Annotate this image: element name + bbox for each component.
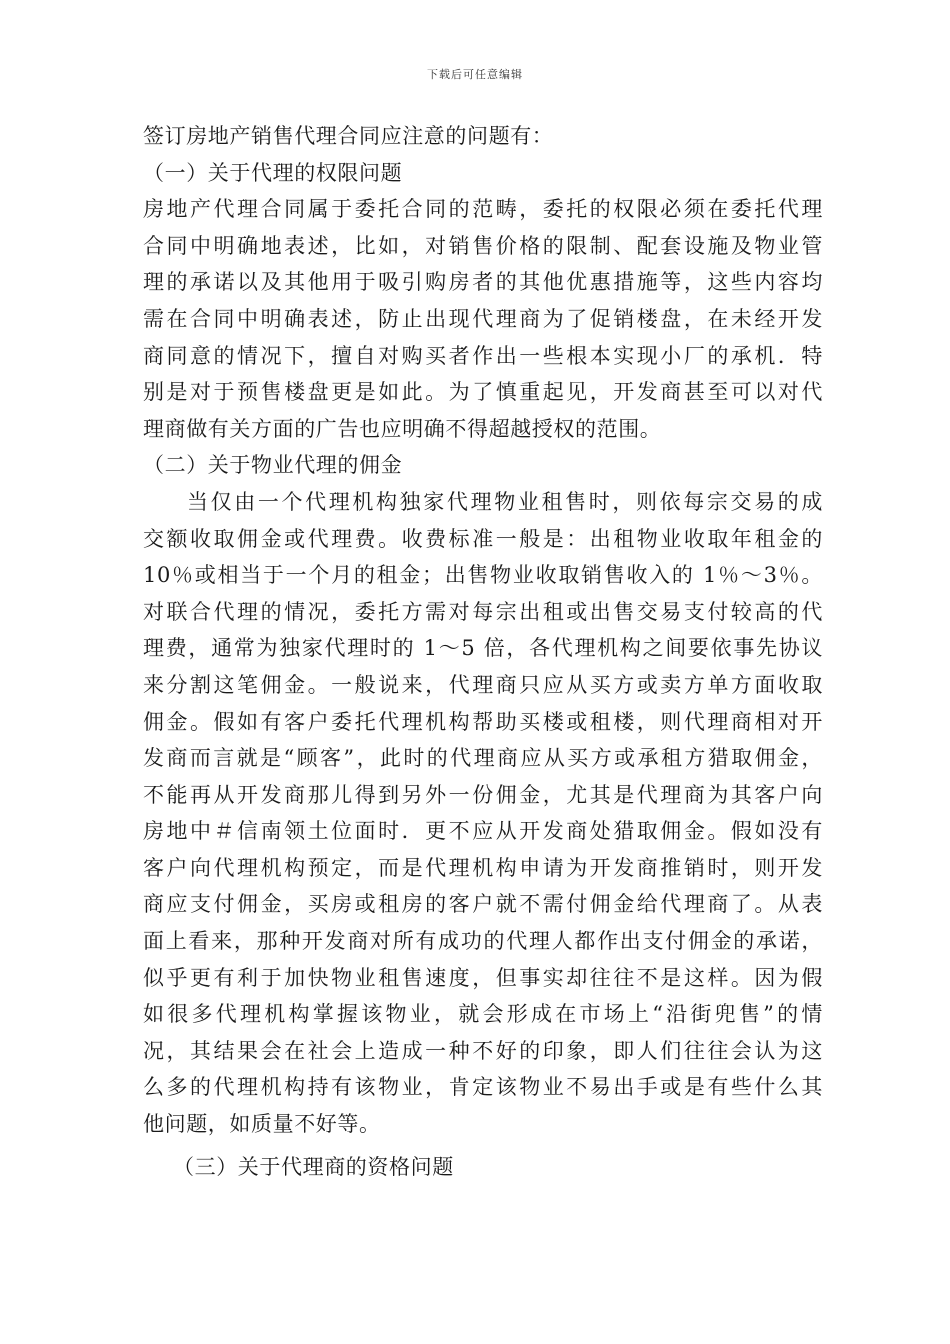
section-1-paragraph	[143, 191, 823, 447]
paragraph-line: 么多的代理机构持有该物业，肯定该物业不易出手或是有些什么其	[143, 1075, 823, 1100]
paragraph-line: 理费，通常为独家代理时的 1～5 倍，各代理机构之间要依事先协议	[143, 636, 823, 661]
paragraph-line: 合同中明确地表述，比如，对销售价格的限制、配套设施及物业管	[143, 233, 823, 258]
paragraph-line: 理商做有关方面的广告也应明确不得超越授权的范围。	[143, 416, 662, 441]
paragraph-line: 似乎更有利于加快物业租售速度，但事实却往往不是这样。因为假	[143, 965, 823, 990]
paragraph-line: 需在合同中明确表述，防止出现代理商为了促销楼盘，在未经开发	[143, 306, 823, 331]
paragraph-line: 对联合代理的情况，委托方需对每宗出租或出售交易支付较高的代	[143, 599, 823, 624]
paragraph-line: 发商而言就是“顾客”，此时的代理商应从买方或承租方猎取佣金，	[143, 746, 823, 771]
paragraph-line: 房地中＃信南领土位面时．更不应从开发商处猎取佣金。假如没有	[143, 819, 823, 844]
paragraph-line: 况，其结果会在社会上造成一种不好的印象，即人们往往会认为这	[143, 1038, 823, 1063]
section-3-heading: （三）关于代理商的资格问题	[173, 1154, 454, 1179]
paragraph-line: 如很多代理机构掌握该物业，就会形成在市场上“沿街兜售”的情	[143, 1002, 823, 1027]
intro-line: 签订房地产销售代理合同应注意的问题有：	[143, 124, 554, 148]
document-body	[143, 118, 823, 1185]
paragraph-line: 客户向代理机构预定，而是代理机构申请为开发商推销时，则开发	[143, 855, 823, 880]
paragraph-line: 商同意的情况下，擅自对购买者作出一些根本实现小厂的承机．特	[143, 343, 823, 368]
paragraph-line: 交额收取佣金或代理费。收费标准一般是：出租物业收取年租金的	[143, 526, 823, 551]
paragraph-line: 10％或相当于一个月的租金；出售物业收取销售收入的 1％～3％。	[143, 563, 823, 588]
paragraph-line: 理的承诺以及其他用于吸引购房者的其他优惠措施等，这些内容均	[143, 270, 823, 295]
section-1-heading: （一）关于代理的权限问题	[143, 160, 403, 185]
paragraph-line: 商应支付佣金，买房或租房的客户就不需付佣金给代理商了。从表	[143, 892, 823, 917]
paragraph-line: 来分割这笔佣金。一般说来，代理商只应从买方或卖方单方面收取	[143, 672, 823, 697]
paragraph-first-line: 当仅由一个代理机构独家代理物业租售时，则依每宗交易的成	[187, 489, 823, 514]
header-note: 下载后可任意编辑	[427, 68, 523, 81]
paragraph-line: 不能再从开发商那儿得到另外一份佣金，尤其是代理商为其客户向	[143, 782, 823, 807]
paragraph-line: 佣金。假如有客户委托代理机构帮助买楼或租楼，则代理商相对开	[143, 709, 823, 734]
paragraph-line: 别是对于预售楼盘更是如此。为了慎重起见，开发商甚至可以对代	[143, 380, 823, 405]
paragraph-line: 面上看来，那种开发商对所有成功的代理人都作出支付佣金的承诺，	[143, 929, 823, 954]
paragraph-line: 他问题，如质量不好等。	[143, 1112, 381, 1137]
section-2-paragraph	[143, 484, 823, 1143]
paragraph-line: 房地产代理合同属于委托合同的范畴，委托的权限必须在委托代理	[143, 197, 823, 222]
section-2-heading: （二）关于物业代理的佣金	[143, 453, 403, 478]
